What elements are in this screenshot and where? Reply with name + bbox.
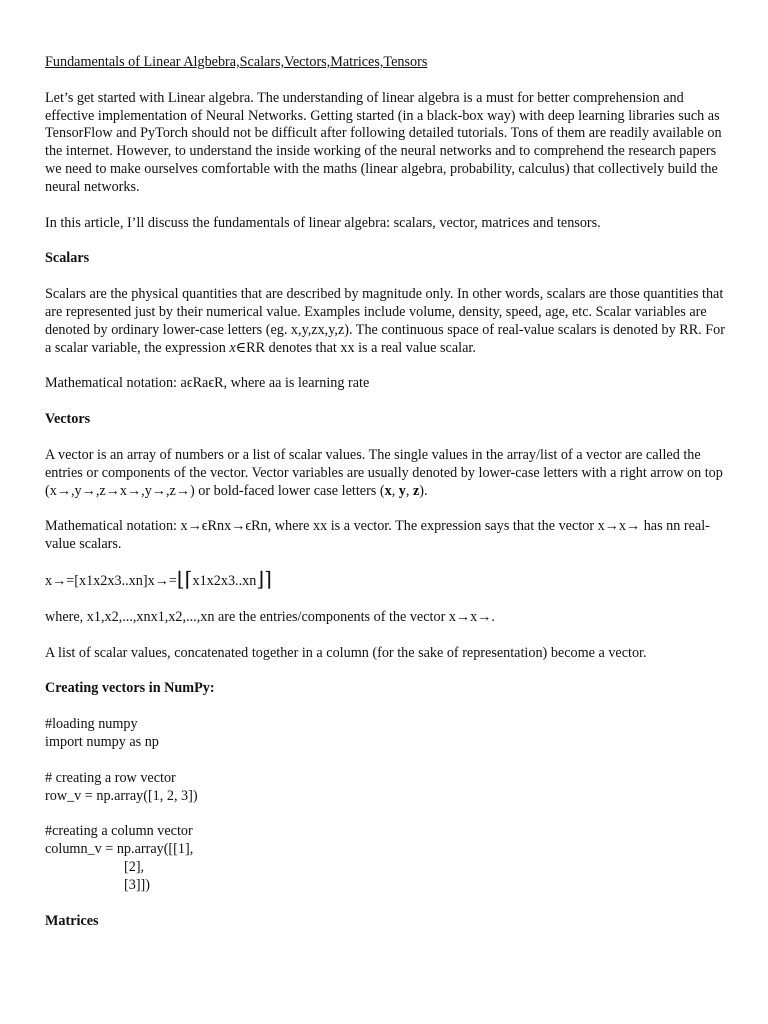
vectors-text-end: ). [419, 482, 428, 499]
code-line: column_v = np.array([[1], [45, 841, 194, 858]
vectors-sep-2: , [405, 482, 413, 499]
intro-paragraph: Let’s get started with Linear algebra. The understanding of linear algebra is a must for better comprehension and effective implementation of Neural Networks. Getting started (in a black-box way) with deep learning libraries such as TensorFlow and PyTorch should not be difficult after following detailed tutorials. Tons of them are readily available on the internet. However, to understand the inside working of the neural networks and to comprehend the research papers we need to make ourselves comfortable with the maths (linear algebra, probability, calculus) that collectively build the neural networks. [45, 89, 722, 195]
code-line: import numpy as np [45, 733, 159, 750]
vectors-paragraph [45, 447, 730, 500]
code-block-row-vector [45, 770, 730, 806]
vectors-notation: Mathematical notation: x→ϵRnx→ϵRn, where xx is a vector. The expression says that the vector x→x→ has nn real-value scalars. [45, 518, 710, 553]
scalars-heading: Scalars [45, 250, 90, 267]
article-scope-paragraph: In this article, I’ll discuss the fundamentals of linear algebra: scalars, vector, matrices and tensors. [45, 214, 601, 231]
document-page [45, 54, 730, 948]
vectors-heading: Vectors [45, 411, 91, 428]
code-line: row_v = np.array([1, 2, 3]) [45, 787, 198, 804]
code-line: [3]]) [124, 876, 150, 893]
scalars-paragraph [45, 286, 730, 357]
document-title: Fundamentals of Linear Algbebra,Scalars,Vectors,Matrices,Tensors [45, 54, 428, 70]
vectors-sep-1: , [391, 482, 399, 499]
code-line: #loading numpy [45, 716, 138, 733]
vector-formula-bracket-close: ⌋⌉ [256, 568, 272, 591]
vector-entries-paragraph: where, x1,x2,...,xnx1,x2,...,xn are the entries/components of the vector x→x→. [45, 608, 495, 625]
code-line: # creating a row vector [45, 769, 176, 786]
scalars-notation: Mathematical notation: aϵRaϵR, where aa is learning rate [45, 375, 370, 392]
vector-formula-inner: x1x2x3..xn [192, 572, 257, 589]
matrices-heading: Matrices [45, 912, 99, 929]
scalars-text-2: ∈RR denotes that xx is a real value scalar. [235, 339, 476, 356]
numpy-heading: Creating vectors in NumPy: [45, 680, 215, 697]
vector-bold-z: z [412, 482, 420, 499]
code-line: [2], [124, 858, 145, 875]
vector-formula-left: x→=[x1x2x3..xn]x→= [45, 572, 177, 589]
vector-formula-bracket-open: ⌊⌈ [176, 568, 193, 591]
vector-bold-y: y [398, 482, 406, 499]
scalars-math-x: x [229, 339, 236, 356]
vector-formula [45, 568, 730, 591]
vector-summary-paragraph: A list of scalar values, concatenated together in a column (for the sake of representation) become a vector. [45, 644, 647, 661]
vector-bold-x: x [384, 482, 392, 499]
code-block-import [45, 716, 730, 752]
code-block-column-vector [45, 823, 730, 894]
scalars-text-1: Scalars are the physical quantities that are described by magnitude only. In other words, scalars are those quantities that are represented just by their numerical value. Examples include volume, density, speed, age, etc. Scalar variables are denoted by ordinary lower-case letters (eg. x,y,zx,y,z). The continuous space of real-value scalars is denoted by RR. For a scalar variable, the expression [45, 286, 725, 356]
vectors-text-1: A vector is an array of numbers or a list of scalar values. The single values in the array/list of a vector are called the entries or components of the vector. Vector variables are usually denoted by lower-case letters with a right arrow on top (x→,y→,z→x→,y→,z→) or bold-faced lower case letters ( [45, 446, 723, 499]
code-line: #creating a column vector [45, 823, 193, 840]
